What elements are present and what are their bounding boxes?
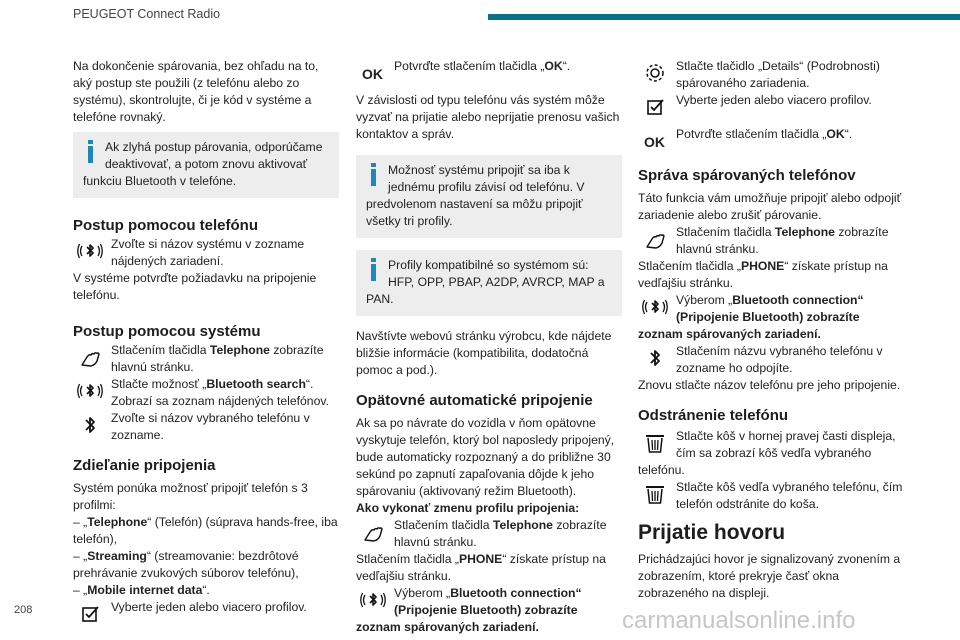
section-heading-share: Zdieľanie pripojenia <box>73 457 216 474</box>
tap-icon <box>642 226 668 252</box>
step-keyword: Bluetooth connection“ (Pripojenie Bluetooth) zobrazíte zoznam spárovaných zariadení. <box>638 293 864 341</box>
bluetooth-search-icon <box>360 587 386 613</box>
info-note <box>73 132 339 198</box>
bluetooth-icon <box>77 412 103 438</box>
page-number: 208 <box>14 604 33 616</box>
step-text: Stlačením tlačidla <box>676 225 775 239</box>
paragraph-text: “ získate prístup na vedľajšiu stránku. <box>356 552 606 583</box>
info-icon <box>366 257 382 283</box>
trash-icon <box>642 430 668 456</box>
tap-icon <box>360 519 386 545</box>
bluetooth-search-icon <box>642 294 668 320</box>
section-heading-auto: Opätovné automatické pripojenie <box>356 392 593 409</box>
paragraph: Táto funkcia vám umožňuje pripojiť alebo odpojiť zariadenie alebo zrušiť párovanie. <box>638 191 902 222</box>
step-phone-select <box>73 236 339 270</box>
paragraph: Navštívte webovú stránku výrobcu, kde nájdete bližšie informácie (kompatibilita, dodatočná pomoc a pod.). <box>356 329 612 377</box>
list-dash: – „ <box>73 515 88 529</box>
list-keyword: Streaming <box>87 549 147 563</box>
step-select-profiles <box>638 92 904 126</box>
step-text: zobrazíte hlavnú stránku. <box>676 225 889 256</box>
column-2 <box>356 58 622 636</box>
paragraph: V závislosti od typu telefónu vás systém môže vyzvať na prijatie alebo neprijatie prenosu vašich kontaktov a správ. <box>356 93 620 141</box>
section-heading-manage: Správa spárovaných telefónov <box>638 167 856 184</box>
running-header: PEUGEOT Connect Radio <box>73 7 221 21</box>
step-telephone-button <box>356 517 622 551</box>
paragraph <box>638 258 904 292</box>
step-text: Vyberte jeden alebo viacero profilov. <box>676 93 872 107</box>
step-text: Stlačením tlačidla <box>394 518 493 532</box>
step-trash-top <box>638 428 904 479</box>
step-details <box>638 58 904 92</box>
step-text: Stlačte kôš v hornej pravej časti displeja, čím sa zobrazí kôš vedľa vybraného telefónu. <box>638 429 896 477</box>
list-text: “ (streamovanie: bezdrôtové prehrávanie zvukových súborov telefónu), <box>73 549 299 580</box>
list-dash: – „ <box>73 549 88 563</box>
section-heading-system: Postup pomocou systému <box>73 323 261 340</box>
step-bluetooth-connection <box>356 585 622 636</box>
step-text: zobrazíte hlavnú stránku. <box>394 518 607 549</box>
list-item <box>73 548 339 582</box>
list-item <box>73 582 339 599</box>
note-text: Profily kompatibilné so systémom sú: HFP, OPP, PBAP, A2DP, AVRCP, MAP a PAN. <box>366 258 605 306</box>
info-icon <box>83 139 99 165</box>
section-heading-phone: Postup pomocou telefónu <box>73 217 258 234</box>
note-text: Ak zlyhá postup párovania, odporúčame deaktivovať, a potom znovu aktivovať funkciu Bluetooth v telefóne. <box>83 140 323 188</box>
section-heading-remove: Odstránenie telefónu <box>638 407 789 424</box>
step-confirm-ok <box>638 126 904 160</box>
step-text: Zvoľte si názov systému v zozname nájdených zariadení. <box>111 237 305 268</box>
step-select-profiles <box>73 599 339 633</box>
step-text: “. Zobrazí sa zoznam nájdených telefónov. <box>111 377 329 408</box>
watermark: carmanualsonline.info <box>622 607 856 634</box>
step-text: Výberom „ <box>676 293 733 307</box>
ok-icon: OK <box>644 134 665 150</box>
note-text: Možnosť systému pripojiť sa iba k jednému profilu závisí od telefónu. V predvolenom nastavení sa môžu pripojiť všetky tri profily. <box>366 163 585 228</box>
step-telephone-button <box>638 224 904 258</box>
bluetooth-icon <box>642 345 668 371</box>
step-keyword: OK <box>826 127 845 141</box>
paragraph: Prichádzajúci hovor je signalizovaný zvonením a zobrazením, ktoré prekryje časť okna zobrazeného na displeji. <box>638 552 901 600</box>
step-text: Stlačte kôš vedľa vybraného telefónu, čím telefón odstránite do koša. <box>676 480 903 511</box>
step-text: Stlačením názvu vybraného telefónu v zozname ho odpojíte. <box>676 344 883 375</box>
step-text: Stlačte tlačidlo „Details“ (Podrobnosti) spárovaného zariadenia. <box>676 59 880 90</box>
paragraph: Systém ponúka možnosť pripojiť telefón s 3 profilmi: <box>73 481 308 512</box>
step-text: Stlačte možnosť „ <box>111 377 207 391</box>
bluetooth-icon <box>77 238 103 264</box>
paragraph: V systéme potvrďte požiadavku na pripojenie telefónu. <box>73 271 317 302</box>
tap-icon <box>77 344 103 370</box>
paragraph-keyword: PHONE <box>458 552 503 566</box>
step-text: Potvrďte stlačením tlačidla „ <box>676 127 827 141</box>
checkbox-icon <box>642 94 668 120</box>
step-confirm-ok <box>356 58 622 92</box>
step-keyword: Telephone <box>774 225 835 239</box>
list-text: “. <box>202 583 210 597</box>
step-trash-remove <box>638 479 904 513</box>
paragraph-text: “ získate prístup na vedľajšiu stránku. <box>638 259 888 290</box>
step-text: Vyberte jeden alebo viacero profilov. <box>111 600 307 614</box>
step-keyword: Telephone <box>492 518 553 532</box>
bold-paragraph: Ako vykonať zmenu profilu pripojenia: <box>356 501 580 515</box>
step-text: “. <box>562 59 571 73</box>
paragraph-keyword: PHONE <box>740 259 785 273</box>
paragraph <box>356 551 622 585</box>
step-text: zobrazíte hlavnú stránku. <box>111 343 324 374</box>
step-keyword: OK <box>544 59 563 73</box>
list-keyword: Telephone <box>87 515 148 529</box>
step-text: Výberom „ <box>394 586 451 600</box>
settings-gear-icon <box>642 60 668 86</box>
section-heading-call: Prijatie hovoru <box>638 521 786 544</box>
list-text: “ (Telefón) (súprava hands-free, iba telefón), <box>73 515 338 546</box>
step-text: Zvoľte si názov vybraného telefónu v zozname. <box>111 411 310 442</box>
bluetooth-search-icon <box>77 378 103 404</box>
trash-icon <box>642 481 668 507</box>
checkbox-icon <box>77 601 103 627</box>
header-accent-bar <box>488 14 960 20</box>
paragraph-text: Stlačením tlačidla „ <box>356 552 459 566</box>
list-keyword: Mobile internet data <box>87 583 203 597</box>
column-1 <box>73 58 339 633</box>
list-item <box>73 514 339 548</box>
step-keyword: Bluetooth search <box>206 377 306 391</box>
info-icon <box>366 162 382 188</box>
paragraph-text: Stlačením tlačidla „ <box>638 259 741 273</box>
intro-paragraph: Na dokončenie spárovania, bez ohľadu na to, aký postup ste použili (z telefónu alebo zo systému), skontrolujte, či je kód v systéme a telefóne rovnaký. <box>73 59 319 124</box>
step-telephone-button <box>73 342 339 376</box>
info-note <box>356 155 622 238</box>
step-keyword: Bluetooth connection“ (Pripojenie Bluetooth) zobrazíte zoznam spárovaných zariadení. <box>356 586 582 634</box>
info-note <box>356 250 622 316</box>
step-text: “. <box>844 127 853 141</box>
paragraph: Ak sa po návrate do vozidla v ňom opätovne vyskytuje telefón, ktorý bol naposledy pripojený, bude automaticky rozpoznaný a do približne 30 sekúnd po zapnutí zapaľovania dôjde k jeho spárovaniu (aktivovaný režim Bluetooth). <box>356 416 615 498</box>
paragraph: Znovu stlačte názov telefónu pre jeho pripojenie. <box>638 378 901 392</box>
step-disconnect <box>638 343 904 377</box>
list-dash: – „ <box>73 583 88 597</box>
step-text: Stlačením tlačidla <box>111 343 210 357</box>
step-bluetooth-connection <box>638 292 904 343</box>
step-text: Potvrďte stlačením tlačidla „ <box>394 59 545 73</box>
step-bluetooth-search <box>73 376 339 410</box>
column-3 <box>638 58 904 602</box>
ok-icon: OK <box>362 66 383 82</box>
step-select-phone <box>73 410 339 444</box>
step-keyword: Telephone <box>209 343 270 357</box>
